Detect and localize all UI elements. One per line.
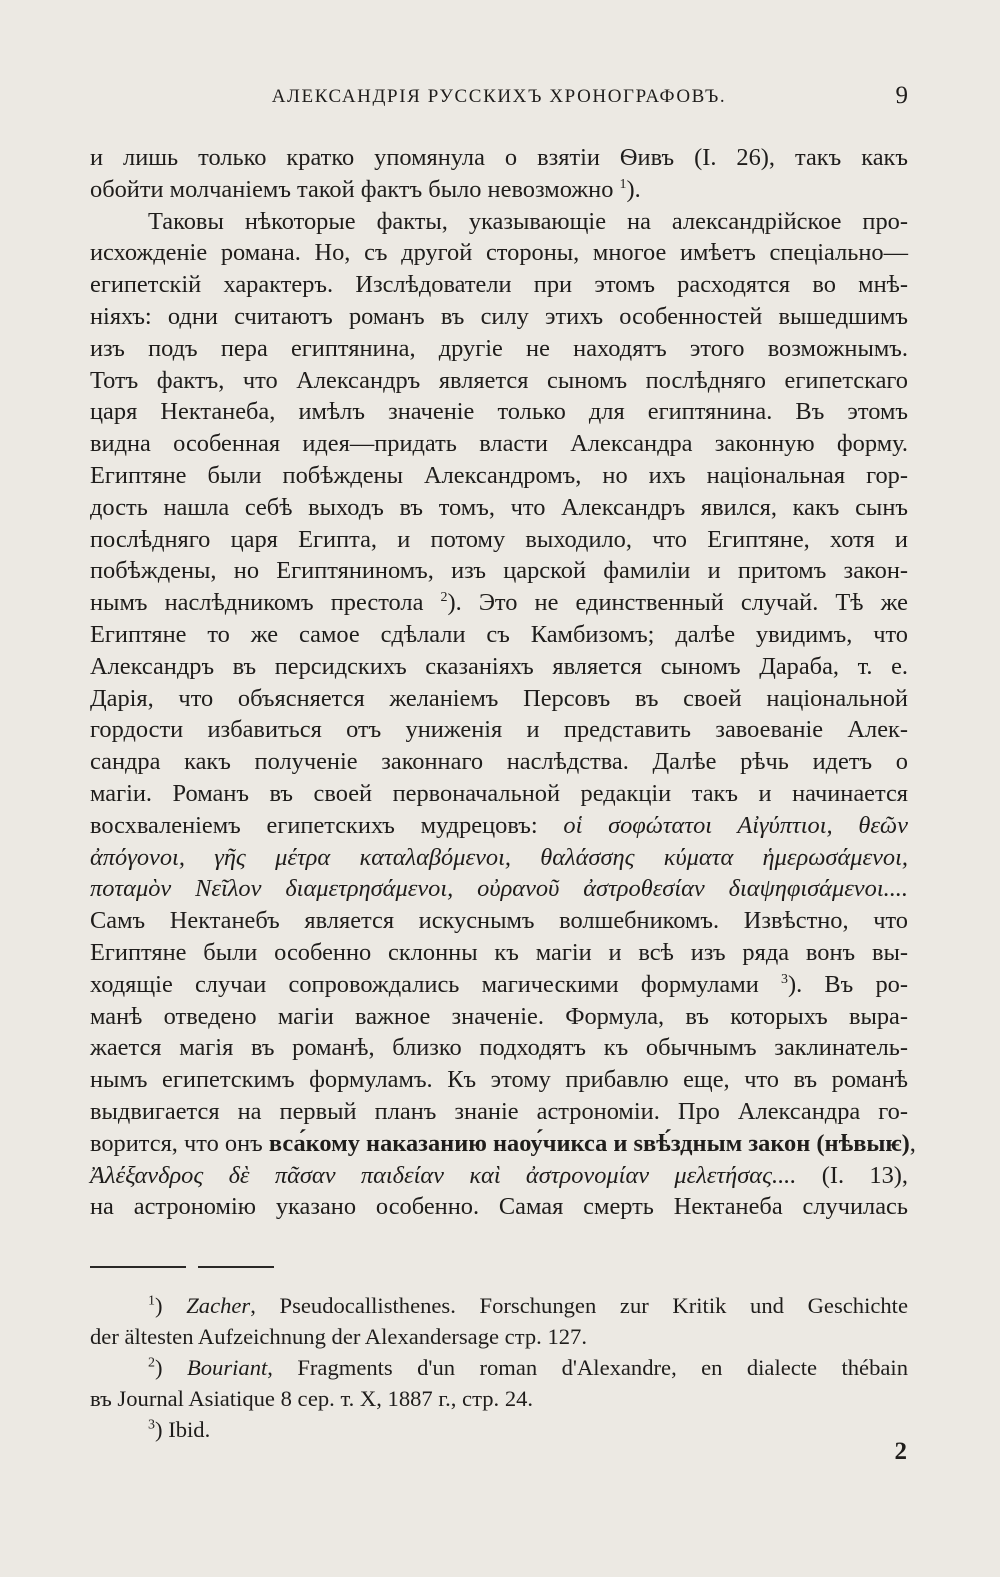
footnote-3: $^3$) Ibid.: [148, 1417, 211, 1442]
text-line: изъ подъ пера египтянина, другіе не находятъ этого возможнымъ.: [90, 334, 908, 362]
footnotes: [90, 1290, 908, 1445]
text-line: Дарія, что объясняется желаніемъ Персовъ въ своей національной: [90, 684, 908, 712]
text-line: исхожденіе романа. Но, съ другой стороны, многое имѣетъ спеціально—: [90, 239, 908, 267]
text-line: [90, 174, 908, 206]
text-line: сандра какъ полученіе законнаго наслѣдства. Далѣе рѣчь идетъ о: [90, 748, 908, 776]
text-line: [90, 587, 908, 619]
footnote-1: $^1$) Zacher, Pseudocallisthenes. Forschungen zur Kritik und Geschichte: [148, 1293, 908, 1318]
text-line: [90, 969, 908, 1001]
text-line: Таковы нѣкоторые факты, указывающіе на александрійское про-: [148, 207, 908, 235]
text-span: восхваленіемъ египетскихъ мудрецовъ:: [90, 811, 538, 839]
footnote-rule: [198, 1266, 274, 1268]
text-line: манѣ отведено магіи важное значеніе. Формула, въ которыхъ выра-: [90, 1002, 908, 1030]
text-line: ніяхъ: одни считаютъ романъ въ силу этихъ особенностей вышедшимъ: [90, 302, 908, 330]
text-line: Египтяне были побѣждены Александромъ, но ихъ національная гор-: [90, 461, 908, 489]
text-line: египетскій характеръ. Изслѣдователи при этомъ расходятся во мнѣ-: [90, 271, 908, 299]
footnote-marker: 1: [148, 1293, 155, 1309]
text-span: нымъ наслѣдникомъ престола: [90, 589, 424, 617]
running-head: [90, 82, 908, 122]
text-span: ворится, что онъ: [90, 1129, 263, 1157]
text-span: ).: [626, 175, 641, 203]
text-line: [90, 1128, 916, 1160]
text-line: послѣдняго царя Египта, и потому выходило, что Египтяне, хотя и: [90, 525, 908, 553]
text-line: Александръ въ персидскихъ сказаніяхъ является сыномъ Дараба, т. е.: [90, 652, 908, 680]
text-line: нымъ египетскимъ формуламъ. Къ этому прибавлю еще, что въ романѣ: [90, 1066, 908, 1094]
signature-mark: 2: [894, 1438, 907, 1465]
body-text: [90, 142, 916, 1223]
text-line: Египтяне были особенно склонны къ магіи и всѣ изъ ряда вонъ вы-: [90, 938, 908, 966]
text-line: Самъ Нектанебъ является искуснымъ волшебникомъ. Извѣстно, что: [90, 907, 908, 935]
text-line: побѣждены, но Египтяниномъ, изъ царской фамиліи и притомъ закон-: [90, 557, 908, 585]
footnote-ref: 1: [619, 176, 627, 192]
text-line: царя Нектанеба, имѣлъ значеніе только для египтянина. Въ этомъ: [90, 398, 908, 426]
footnote-text: Ibid.: [168, 1417, 211, 1442]
footnote-rule: [90, 1266, 186, 1268]
text-line: [90, 810, 908, 842]
running-title: АЛЕКСАНДРІЯ РУССКИХЪ ХРОНОГРАФОВЪ.: [271, 86, 727, 107]
footnote-marker: 2: [148, 1355, 155, 1371]
text-span: ,: [909, 1129, 916, 1157]
text-line: и лишь только кратко упомянула о взятіи Ѳивъ (I. 26), такъ какъ: [90, 144, 908, 171]
church-slavonic-quote: вса́кому наказанию наоу́чикса и ѕвѣ́здным закон (нѣвыѥ): [268, 1129, 910, 1157]
text-line: дость нашла себѣ выходъ въ томъ, что Александръ явился, какъ сынъ: [90, 493, 908, 521]
page-number: 9: [895, 82, 908, 109]
footnote-1-cont: der ältesten Aufzeichnung der Alexandersage стр. 127.: [90, 1324, 587, 1349]
footnote-text: , Fragments d'un roman d'Alexandre, en dialecte thébain: [267, 1355, 908, 1380]
text-line: видна особенная идея—придать власти Александра законную форму.: [90, 430, 908, 458]
text-line: гордости избавиться отъ униженія и представить завоеваніе Алек-: [90, 716, 908, 744]
footnote-ref: 3: [780, 971, 788, 987]
text-span: обойти молчаніемъ такой фактъ было невозможно: [90, 175, 614, 203]
footnote-author: Zacher: [186, 1293, 251, 1318]
greek-quote-line: ποταμὸν Νεῖλον διαμετρησάμενοι, οὐρανοῦ ἀστροθεσίαν διαψηφισάμενοι....: [90, 875, 908, 903]
greek-quote: Ἀλέξανδρος δὲ πᾶσαν παιδείαν καὶ ἀστρονομίαν μελετήσας....: [90, 1161, 797, 1189]
footnote-author: Bouriant: [186, 1355, 268, 1380]
footnote-text: , Pseudocallisthenes. Forschungen zur Kritik und Geschichte: [250, 1293, 908, 1318]
text-line: Египтяне то же самое сдѣлали съ Камбизомъ; далѣе увидимъ, что: [90, 620, 908, 648]
text-line: Тотъ фактъ, что Александръ является сыномъ послѣдняго египетскаго: [90, 366, 908, 394]
text-line: выдвигается на первый планъ знаніе астрономіи. Про Александра го-: [90, 1097, 908, 1125]
footnote-marker: 3: [148, 1417, 155, 1433]
text-span: ). Въ ро-: [787, 970, 908, 998]
text-span: ). Это не единственный случай. Тѣ же: [447, 589, 908, 617]
text-span: ходящіе случаи сопровождались магическими формулами: [90, 970, 759, 998]
text-line: [90, 1160, 908, 1192]
greek-quote: οἱ σοφώτατοι Αἰγύπτιοι, θεῶν: [563, 811, 908, 839]
footnote-2: $^2$) Bouriant, Fragments d'un roman d'Alexandre, en dialecte thébain: [148, 1355, 908, 1380]
text-line: жается магія въ романѣ, близко подходятъ къ обычнымъ заклинатель-: [90, 1034, 908, 1062]
text-line: магіи. Романъ въ своей первоначальной редакціи такъ и начинается: [90, 779, 908, 807]
footnote-ref: 2: [440, 590, 448, 606]
text-span: (I. 13),: [821, 1161, 908, 1189]
greek-quote-line: ἀπόγονοι, γῆς μέτρα καταλαβόμενοι, θαλάσσης κύματα ἡμερωσάμενοι,: [90, 843, 908, 871]
text-line: на астрономію указано особенно. Самая смерть Нектанеба случилась: [90, 1193, 908, 1221]
footnote-2-cont: въ Journal Asiatique 8 сер. т. X, 1887 г., стр. 24.: [90, 1386, 534, 1411]
